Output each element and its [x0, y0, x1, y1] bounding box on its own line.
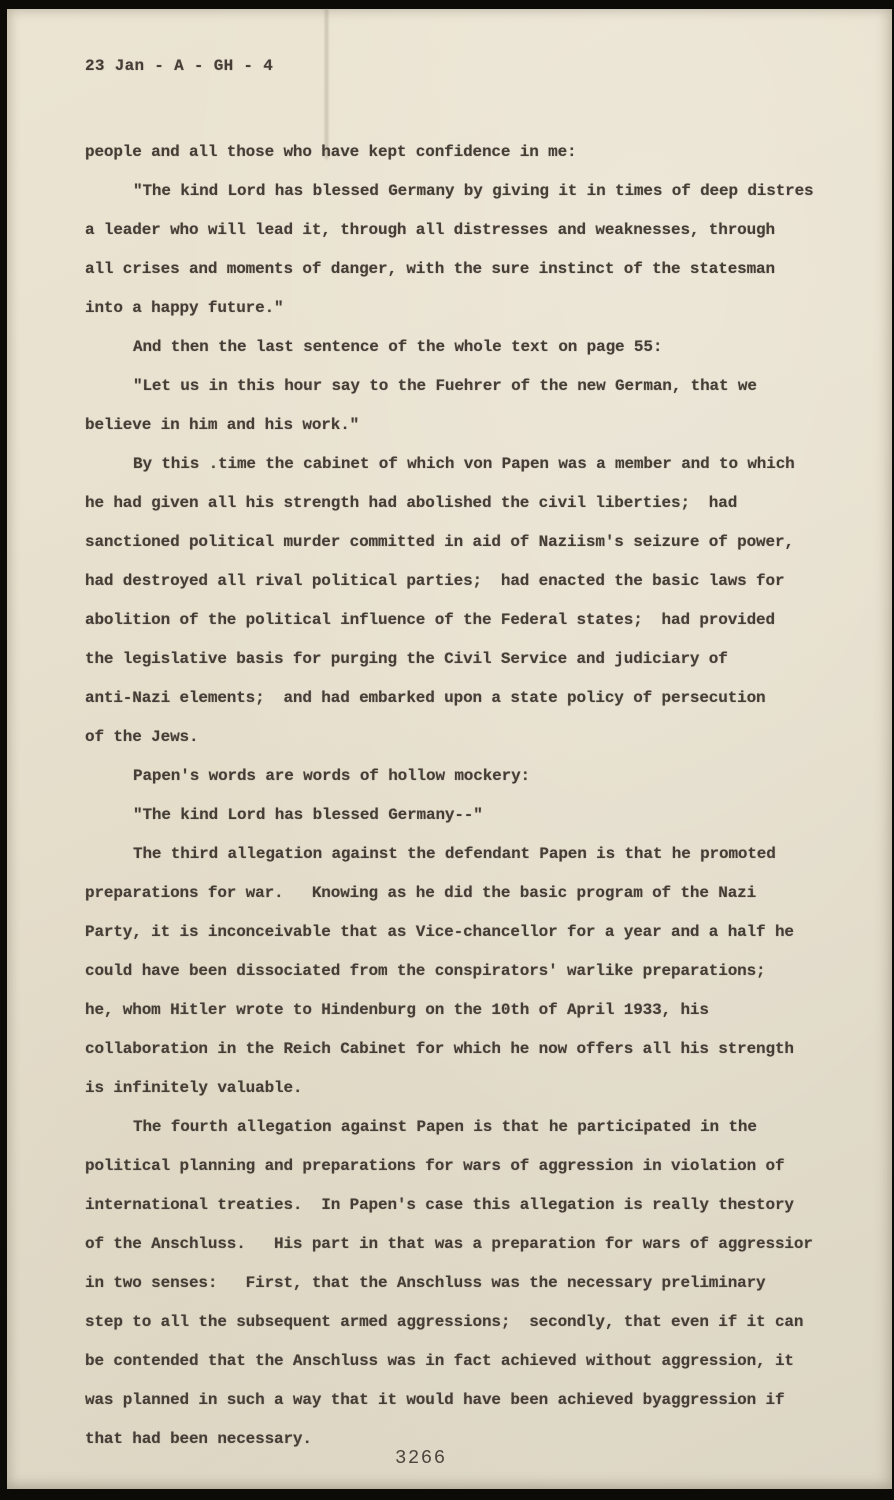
document-page [7, 9, 892, 1489]
document-line: "The kind Lord has blessed Germany by giving it in times of deep distres [133, 182, 814, 200]
document-line: be contended that the Anschluss was in fact achieved without aggression, it [85, 1352, 794, 1370]
document-line: collaboration in the Reich Cabinet for which he now offers all his strength [85, 1040, 794, 1058]
document-line: that had been necessary. [85, 1430, 312, 1448]
document-line: The third allegation against the defendant Papen is that he promoted [133, 845, 776, 863]
page-header: 23 Jan - A - GH - 4 [85, 57, 274, 75]
document-line: people and all those who have kept confidence in me: [85, 143, 577, 161]
document-line: Party, it is inconceivable that as Vice-chancellor for a year and a half he [85, 923, 794, 941]
document-line: all crises and moments of danger, with the sure instinct of the statesman [85, 260, 775, 278]
document-line: "Let us in this hour say to the Fuehrer of the new German, that we [133, 377, 757, 395]
document-line: into a happy future." [85, 299, 284, 317]
document-line: sanctioned political murder committed in aid of Naziism's seizure of power, [85, 533, 794, 551]
document-line: a leader who will lead it, through all distresses and weaknesses, through [85, 221, 775, 239]
document-line: had destroyed all rival political parties; had enacted the basic laws for [85, 572, 785, 590]
document-line: is infinitely valuable. [85, 1079, 303, 1097]
document-body [85, 133, 884, 1459]
document-line: abolition of the political influence of the Federal states; had provided [85, 611, 775, 629]
document-line: Papen's words are words of hollow mockery: [133, 767, 530, 785]
document-line: "The kind Lord has blessed Germany--" [133, 806, 483, 824]
document-line: international treaties. In Papen's case this allegation is really thestory [85, 1196, 794, 1214]
document-line: And then the last sentence of the whole text on page 55: [133, 338, 663, 356]
page-number: 3266 [395, 1447, 447, 1469]
document-line: anti-Nazi elements; and had embarked upon a state policy of persecution [85, 689, 766, 707]
document-line: in two senses: First, that the Anschluss was the necessary preliminary [85, 1274, 766, 1292]
document-line: political planning and preparations for wars of aggression in violation of [85, 1157, 785, 1175]
document-line: he, whom Hitler wrote to Hindenburg on the 10th of April 1933, his [85, 1001, 709, 1019]
document-line: believe in him and his work." [85, 416, 360, 434]
document-line: could have been dissociated from the conspirators' warlike preparations; [85, 962, 766, 980]
document-line: was planned in such a way that it would have been achieved byaggression if [85, 1391, 785, 1409]
document-line: preparations for war. Knowing as he did the basic program of the Nazi [85, 884, 757, 902]
document-line: of the Anschluss. His part in that was a preparation for wars of aggressior [85, 1235, 813, 1253]
document-line: of the Jews. [85, 728, 199, 746]
document-line: step to all the subsequent armed aggressions; secondly, that even if it can [85, 1313, 804, 1331]
document-line: he had given all his strength had abolished the civil liberties; had [85, 494, 738, 512]
document-line: the legislative basis for purging the Civil Service and judiciary of [85, 650, 728, 668]
document-line: By this .time the cabinet of which von Papen was a member and to which [133, 455, 795, 473]
document-line: The fourth allegation against Papen is that he participated in the [133, 1118, 757, 1136]
